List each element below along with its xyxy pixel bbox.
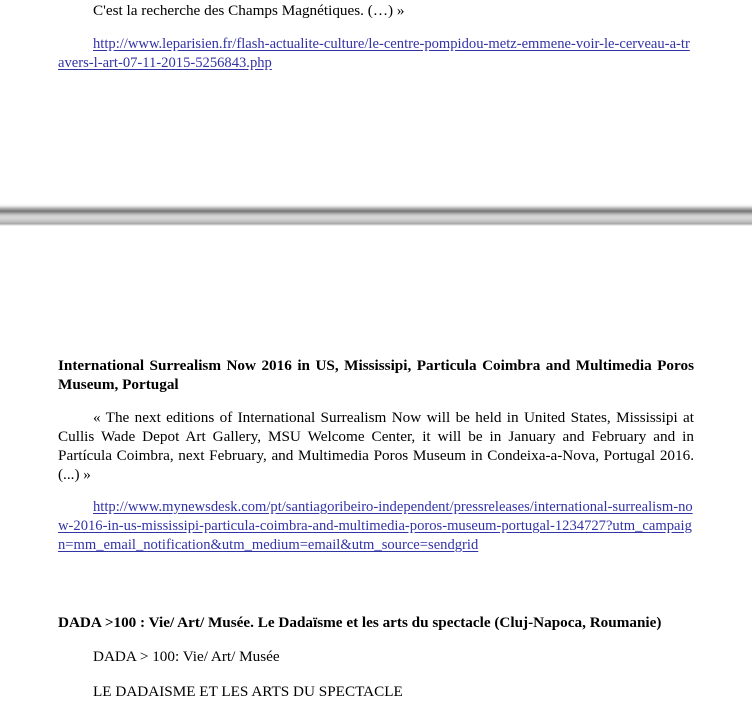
link-paragraph-mynewsdesk	[58, 498, 694, 555]
spacer	[58, 667, 694, 681]
spacer	[58, 394, 694, 408]
link-paragraph-leparisien	[58, 35, 694, 73]
mynewsdesk-pressrelease-link[interactable]: http://www.mynewsdesk.com/pt/santiagoribeiro-independent/pressreleases/international-surrealism-now-2016-in-us-mississipi-particula-coimbra-and-multimedia-poros-museum-portugal-1234727?utm_campaign=mm_email_notification&utm_medium=email&utm_source=sendgrid	[58, 499, 693, 553]
page-break-separator	[0, 203, 752, 226]
dada-line-1: DADA > 100: Vie/ Art/ Musée	[93, 648, 280, 665]
spacer-before-page-break	[0, 73, 752, 203]
spacer	[58, 484, 694, 498]
spacer	[58, 21, 694, 35]
paragraph-champs-magnetiques: C'est la recherche des Champs Magnétiques. (…) »	[93, 2, 405, 19]
heading-surrealism-now: International Surrealism Now 2016 in US, Mississipi, Particula Coimbra and Multimedia Poros Museum, Portugal	[58, 357, 694, 393]
dada-line-2: LE DADAISME ET LES ARTS DU SPECTACLE	[93, 683, 403, 700]
section-pompidou	[0, 0, 752, 73]
paragraph-surrealism-body: « The next editions of International Surrealism Now will be held in United States, Mississipi at Cullis Wade Depot Art Gallery, MSU Welcome Center, it will be in January and February and in Partícula Coimbra, next February, and Multimedia Poros Museum in Condeixa-a-Nova, Portugal 2016. (...) »	[58, 409, 694, 483]
section-surrealism-now	[0, 356, 752, 555]
spacer	[58, 632, 694, 646]
leparisien-article-link[interactable]: http://www.leparisien.fr/flash-actualite-culture/le-centre-pompidou-metz-emmene-voir-le-cerveau-a-travers-l-art-07-11-2015-5256843.php	[58, 36, 690, 71]
spacer-after-page-break	[0, 226, 752, 356]
heading-dada: DADA >100 : Vie/ Art/ Musée. Le Dadaïsme et les arts du spectacle (Cluj-Napoca, Roumanie)	[58, 614, 662, 631]
section-dada	[0, 613, 752, 702]
spacer-before-dada	[0, 555, 752, 613]
